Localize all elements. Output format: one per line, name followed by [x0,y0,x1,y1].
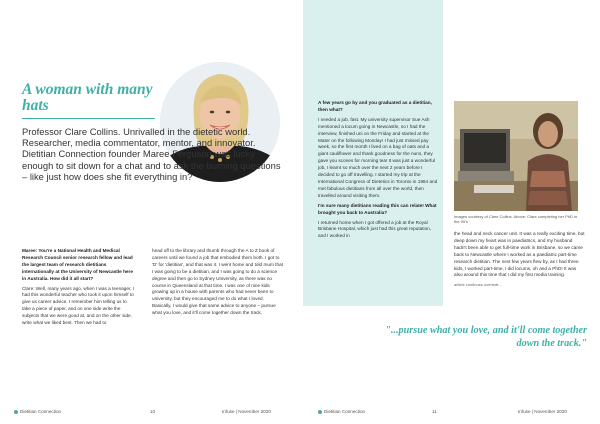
photo-caption: Images courtesy of Clare Collins. Above: Clare completing her PhD in the 90's [454,214,578,224]
footer-brand-left: Dietitian Connection [14,409,61,414]
title-divider [22,118,155,119]
left-column-1 [22,248,136,330]
question-text: I'm sure many dietitians reading this can relate! What brought you back to Australia? [318,202,437,215]
brand-dot-icon [318,410,322,414]
body-text: head off to the library and thumb through the A to Z book of careers until we found a job that embodied them both. I got to 'D' for 'dietitian', and that was it. I went home and told mum that I was going to be a dietitian, and I was going to do a science degree and then go to Sydney University, as there was no course in Queensland at that time. I was one of nine kids growing up in a house with parents who had never been to university, but they encouraged me to do what I loved. Basically, I would give that same advice to anyone – pursue what you love, and it'll come together down the track. [152,248,283,316]
continued-note: article continues overleaf... [454,282,502,288]
question-text: A few years go by and you graduated as a dietitian, then what? [318,100,432,112]
answer-text: I returned home when I got offered a job at the Royal Brisbane Hospital, which just had this great reputation, and I worked in [318,219,432,239]
archive-photo [454,101,578,211]
body-text: the head and neck cancer unit. It was a really exciting time, but deep down my heart was in paediatrics, and my husband hadn't been able to get full-time work in Brisbane, so we came back to Newcastle where I worked as a paediatric part-time research dietitian. The next few years flew by, as I had three kids, I worked part-time, I did locums, oh and a PhD! It was also around this time that I did my first media training. [454,231,585,278]
footer-page-number-right: 11 [432,409,437,414]
question-text: Maree: You're a National Health and Medical Research Council senior research fellow and lead the largest team of research dietitians internationally at the University of Newcastle here in Australia. How did it all start? [22,248,133,281]
left-column-2 [152,248,284,320]
right-column-2 [454,231,586,292]
brand-dot-icon [14,410,18,414]
footer-issue-left: Infuse | November 2020 [222,409,271,414]
answer-text: I needed a job, fast. My university supervisor Sue Ash mentioned a locum going in Newcastle, so I had the interview, finished uni on the Friday and started at the Mater on the following Monday! I had just missed pay week, so the first month I lived on a bag of oats and a giant cauliflower and thank goodness for the nuns, they gave you scones for morning tea! It was just a wonderful job, I learnt so much over the next 2 years before I decided to go off travelling. I started my trip at the International Congress of Dietetics in Toronto in 1984 and met fabulous dietitians from all over the world, then travelled around visiting them. [318,116,438,198]
footer-issue-right: Infuse | November 2020 [518,409,567,414]
footer-page-number-left: 10 [150,409,156,414]
intro-paragraph: Professor Clare Collins. Unrivalled in the dietetic world. Researcher, media commentator, mentor, and innovator. Dietitian Connection founder Maree Ferguson was lucky enough to sit down for a chat and to ask the burning questions – like just how does she fit everything in? [22,126,281,182]
footer-brand-right: Dietitian Connection [318,409,365,414]
answer-text: Clare: Well, many years ago, when I was a teenager, I had this wonderful teacher who took it upon himself to give us career advice. I remember him telling us to take a piece of paper, and on one side write the subjects that we were good at, and on the other side, write what we liked best. Then we had to [22,285,135,326]
pull-quote: "...pursue what you love, and it'll come together down the track." [385,325,587,349]
right-column-1 [318,100,440,243]
article-title: A woman with many hats [22,81,153,114]
